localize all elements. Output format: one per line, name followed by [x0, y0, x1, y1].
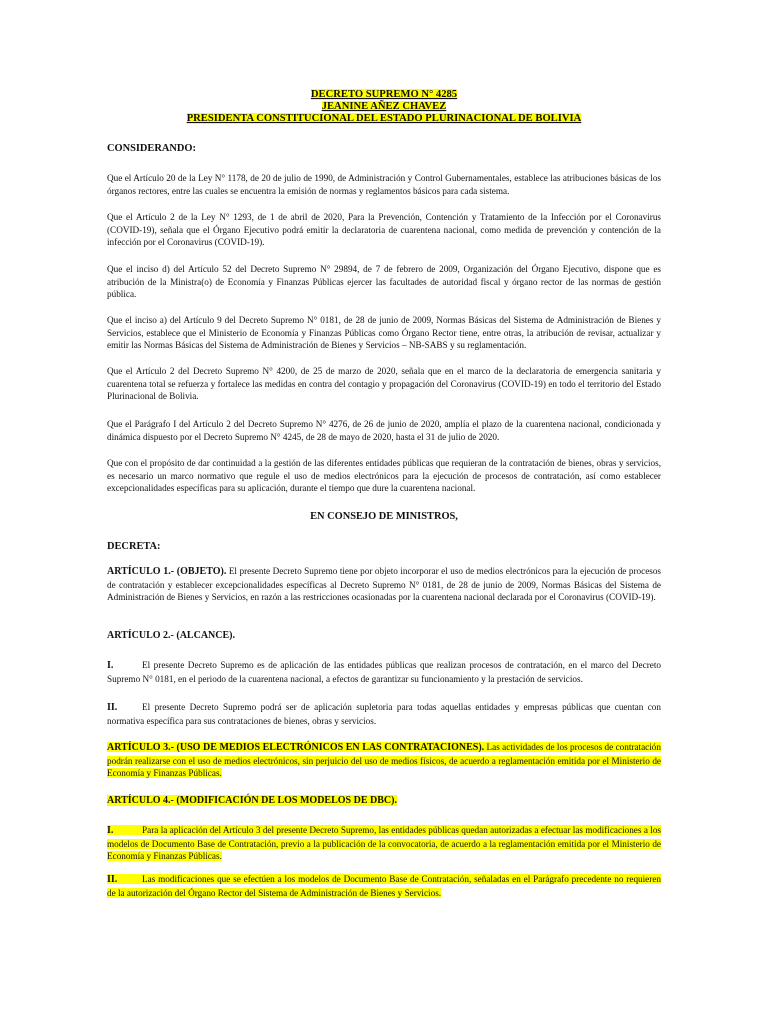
article-3-title: ARTÍCULO 3.- (USO DE MEDIOS ELECTRÓNICOS EN LAS CONTRATACIONES).	[107, 742, 485, 753]
article-1-text: El presente Decreto Supremo tiene por objeto incorporar el uso de medios electrónicos para la ejecución de procesos de contratación y establecer excepcionalidades específicas al Decreto Supremo N° 0181, de 28 de junio de 2009, Normas Básicas del Sistema de Administración de Bienes y Servicios, en razón a las restricciones ocasionadas por la cuarentena nacional declarada por el Coronavirus (COVID-19).	[107, 566, 662, 602]
president-title: PRESIDENTA CONSTITUCIONAL DEL ESTADO PLURINACIONAL DE BOLIVIA	[186, 113, 582, 124]
article-3	[107, 741, 661, 780]
decree-header	[0, 89, 768, 125]
article-2-paragraph-1	[107, 659, 661, 685]
decree-number: DECRETO SUPREMO N° 4285	[310, 89, 458, 100]
article-4-title: ARTÍCULO 4.- (MODIFICACIÓN DE LOS MODELOS DE DBC).	[107, 795, 397, 806]
consejo-heading: EN CONSEJO DE MINISTROS,	[310, 511, 458, 522]
considerando-paragraph: Que con el propósito de dar continuidad a la gestión de las diferentes entidades públicas que requieran de la contratación de bienes, obras y servicios, es necesario un marco normativo que regule el uso de medios electrónicos para la ejecución de procesos de contratación, así como establecer excepcionalidades específicas para su aplicación, durante el tiempo que dure la cuarentena nacional.	[107, 458, 661, 493]
roman-numeral: I.	[107, 825, 114, 836]
considerando-paragraph: Que el Artículo 2 del Decreto Supremo N° 4200, de 25 de marzo de 2020, señala que en el marco de la declaratoria de emergencia sanitaria y cuarentena total se refuerza y fortalece las medidas en contra del contagio y propagación del Coronavirus (COVID-19) en todo el territorio del Estado Plurinacional de Bolivia.	[107, 366, 661, 401]
considerando-paragraph: Que el inciso a) del Artículo 9 del Decreto Supremo N° 0181, de 28 de junio de 2009, Normas Básicas del Sistema de Administración de Bienes y Servicios, establece que el Ministerio de Economía y Finanzas Públicas como Órgano Rector tiene, entre otras, la atribución de revisar, actualizar y emitir las Normas Básicas del Sistema de Administración de Bienes y Servicios – NB-SABS y su reglamentación.	[107, 315, 661, 350]
article-1	[107, 565, 661, 604]
roman-numeral: II.	[107, 874, 118, 885]
article-4-paragraph-2	[107, 873, 661, 899]
considerando-paragraph: Que el Artículo 20 de la Ley N° 1178, de 20 de julio de 1990, de Administración y Control Gubernamentales, establece las atribuciones básicas de los órganos rectores, entre las cuales se encuentra la emisión de normas y reglamentos básicos para cada sistema.	[107, 173, 661, 196]
roman-numeral: I.	[107, 660, 114, 671]
considerando-paragraph: Que el Parágrafo I del Artículo 2 del Decreto Supremo N° 4276, de 26 de junio de 2020, amplía el plazo de la cuarentena nacional, condicionada y dinámica dispuesto por el Decreto Supremo N° 4245, de 28 de mayo de 2020, hasta el 31 de julio de 2020.	[107, 419, 661, 442]
article-3-text: Las actividades de los procesos de contratación podrán realizarse con el uso de medios electrónicos, sin perjuicio del uso de medios físicos, de acuerdo a reglamentación emitida por el Ministerio de Economía y Finanzas Públicas.	[107, 742, 661, 778]
article-4-paragraph-1	[107, 824, 661, 863]
considerando-paragraph: Que el inciso d) del Artículo 52 del Decreto Supremo N° 29894, de 7 de febrero de 2009, Organización del Órgano Ejecutivo, dispone que es atribución de la Ministra(o) de Economía y Finanzas Públicas ejercer las facultades de autoridad fiscal y órgano rector de las normas de gestión pública.	[107, 264, 661, 299]
article-1-title: ARTÍCULO 1.- (OBJETO).	[107, 566, 227, 577]
paragraph-text: Las modificaciones que se efectúen a los modelos de Documento Base de Contratación, señaladas en el Parágrafo precedente no requieren de la autorización del Órgano Rector del Sistema de Administración de Bienes y Servicios.	[107, 874, 661, 898]
decreta-heading: DECRETA:	[107, 541, 161, 552]
article-2-paragraph-2	[107, 701, 661, 727]
article-2-title: ARTÍCULO 2.- (ALCANCE).	[107, 630, 235, 641]
roman-numeral: II.	[107, 702, 118, 713]
considerando-paragraph: Que el Artículo 2 de la Ley N° 1293, de 1 de abril de 2020, Para la Prevención, Contención y Tratamiento de la Infección por el Coronavirus (COVID-19), señala que el Órgano Ejecutivo podrá emitir la declaratoria de cuarentena nacional, como medida de prevención y contención de la infección por el Coronavirus (COVID-19).	[107, 212, 661, 247]
considerando-heading: CONSIDERANDO:	[107, 143, 196, 154]
paragraph-text: Para la aplicación del Artículo 3 del presente Decreto Supremo, las entidades públicas quedan autorizadas a efectuar las modificaciones a los modelos de Documento Base de Contratación, previo a la publicación de la convocatoria, de acuerdo a la reglamentación emitida por el Ministerio de Economía y Finanzas Públicas.	[107, 825, 661, 861]
president-name: JEANINE AÑEZ CHAVEZ	[321, 101, 447, 112]
paragraph-text: El presente Decreto Supremo podrá ser de aplicación supletoria para todas aquellas entidades y empresas públicas que cuentan con normativa específica para sus contrataciones de bienes, obras y servicios.	[107, 702, 661, 726]
paragraph-text: El presente Decreto Supremo es de aplicación de las entidades públicas que realizan procesos de contratación, en el marco del Decreto Supremo N° 0181, en el periodo de la cuarentena nacional, a efectos de garantizar su funcionamiento y la prestación de servicios.	[107, 660, 661, 684]
